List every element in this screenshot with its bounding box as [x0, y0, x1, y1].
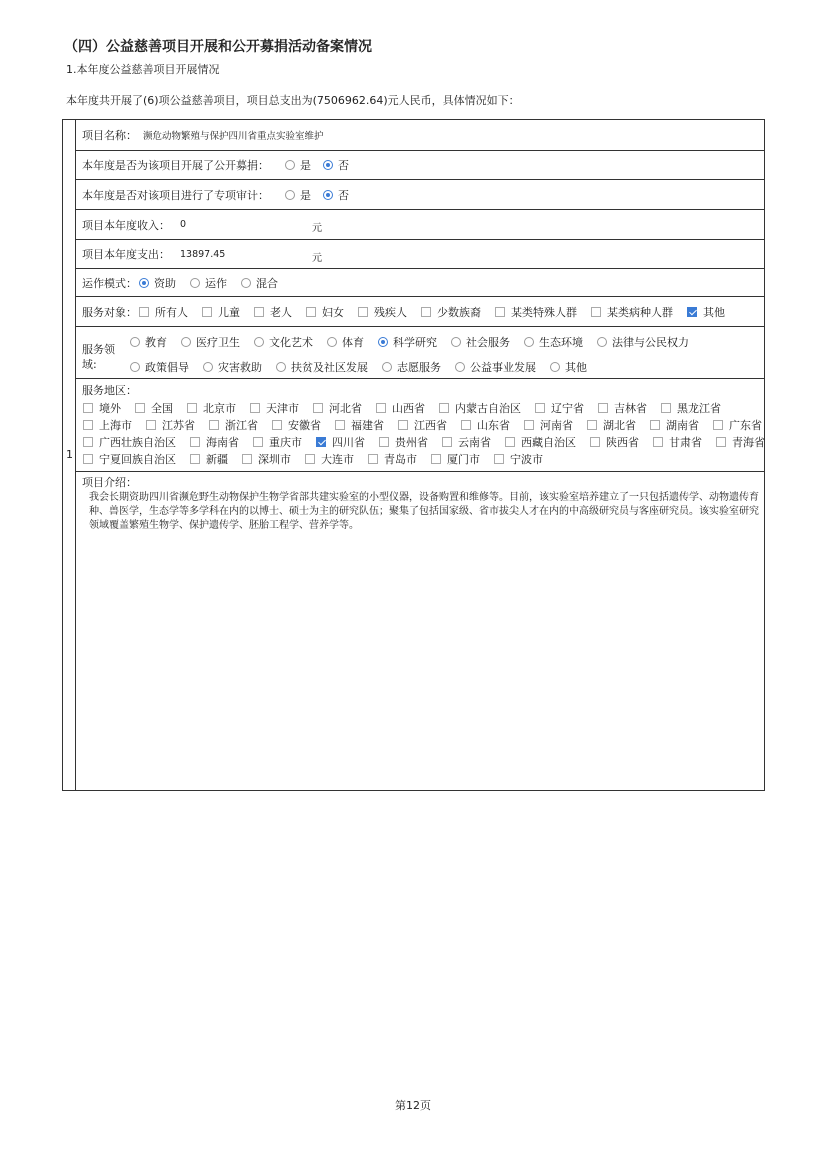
radio-option[interactable]: [382, 359, 441, 375]
checkbox-option[interactable]: [505, 434, 576, 450]
income-unit: 元: [312, 223, 322, 234]
radio-option[interactable]: [181, 334, 240, 350]
intro-label: 项目介绍：: [82, 476, 137, 489]
expense-value: 13897.45: [180, 249, 226, 260]
area-row: [83, 399, 763, 416]
option-label: 安徽省: [288, 418, 321, 432]
checkbox-option[interactable]: [598, 400, 647, 416]
option-label: 老人: [270, 305, 292, 319]
checkbox-icon[interactable]: [591, 307, 601, 317]
option-label: 科学研究: [393, 336, 437, 349]
summary-text: 本年度共开展了(6)项公益慈善项目，项目总支出为(7506962.64)元人民币，具体情况如下：: [66, 94, 520, 107]
checkbox-icon[interactable]: [661, 403, 671, 413]
public-fund-yes[interactable]: [285, 157, 311, 173]
domain-row: [76, 327, 764, 379]
checkbox-icon[interactable]: [421, 307, 431, 317]
checkbox-icon[interactable]: [242, 454, 252, 464]
target-row: [76, 297, 764, 327]
checkbox-option[interactable]: [591, 304, 673, 320]
checkbox-icon[interactable]: [358, 307, 368, 317]
option-label: 宁夏回族自治区: [99, 452, 176, 466]
checkbox-option[interactable]: [202, 304, 240, 320]
option-label: 西藏自治区: [521, 435, 576, 449]
public-fund-label: 本年度是否为该项目开展了公开募捐：: [82, 159, 269, 172]
checkbox-option[interactable]: [524, 417, 573, 433]
checkbox-option[interactable]: [421, 304, 481, 320]
option-label: 体育: [342, 336, 364, 349]
radio-icon[interactable]: [285, 190, 295, 200]
option-label: 甘肃省: [669, 435, 702, 449]
checkbox-option[interactable]: [379, 434, 428, 450]
checkbox-icon[interactable]: [379, 437, 389, 447]
checkbox-icon[interactable]: [253, 437, 263, 447]
sub-title: 1.本年度公益慈善项目开展情况: [66, 63, 220, 76]
checkbox-icon[interactable]: [587, 420, 597, 430]
option-label: 残疾人: [374, 305, 407, 319]
radio-selected-icon[interactable]: [323, 190, 333, 200]
project-name-row: [76, 120, 764, 151]
checkbox-option[interactable]: [713, 417, 762, 433]
option-label: 湖南省: [666, 418, 699, 432]
checkbox-icon[interactable]: [250, 403, 260, 413]
radio-icon[interactable]: [203, 362, 213, 372]
option-label: 江苏省: [162, 418, 195, 432]
no-label: 否: [338, 159, 349, 172]
radio-selected-icon[interactable]: [323, 160, 333, 170]
domain-label-2: 域:: [82, 358, 97, 371]
radio-icon[interactable]: [130, 362, 140, 372]
checkbox-icon[interactable]: [431, 454, 441, 464]
checkbox-icon[interactable]: [376, 403, 386, 413]
radio-option[interactable]: [130, 359, 189, 375]
option-label: 教育: [145, 336, 167, 349]
radio-icon[interactable]: [276, 362, 286, 372]
checkbox-option[interactable]: [83, 400, 121, 416]
checkbox-icon[interactable]: [139, 307, 149, 317]
checkbox-icon[interactable]: [187, 403, 197, 413]
radio-icon[interactable]: [130, 337, 140, 347]
option-label: 吉林省: [614, 401, 647, 415]
radio-option[interactable]: [378, 334, 437, 350]
income-row: [76, 210, 764, 240]
audit-row: [76, 180, 764, 210]
radio-option[interactable]: [524, 334, 583, 350]
checkbox-icon[interactable]: [524, 420, 534, 430]
radio-icon[interactable]: [285, 160, 295, 170]
checkbox-option[interactable]: [83, 451, 176, 467]
checkbox-option[interactable]: [535, 400, 584, 416]
checkbox-icon[interactable]: [590, 437, 600, 447]
checkbox-option[interactable]: [431, 451, 480, 467]
radio-icon[interactable]: [382, 362, 392, 372]
checkbox-icon[interactable]: [598, 403, 608, 413]
area-row: [83, 433, 763, 450]
option-label: 深圳市: [258, 452, 291, 466]
checkbox-option[interactable]: [358, 304, 407, 320]
checkbox-option[interactable]: [439, 400, 521, 416]
expense-label: 项目本年度支出：: [82, 248, 170, 261]
checkbox-option[interactable]: [376, 400, 425, 416]
radio-icon[interactable]: [181, 337, 191, 347]
option-label: 妇女: [322, 305, 344, 319]
checkbox-option[interactable]: [335, 417, 384, 433]
page-number: 第12页: [395, 1099, 431, 1112]
mode-label: 运作模式：: [82, 276, 137, 290]
checkbox-icon[interactable]: [494, 454, 504, 464]
option-label: 大连市: [321, 452, 354, 466]
row-index-cell: [63, 120, 76, 790]
checkbox-icon[interactable]: [190, 437, 200, 447]
radio-option[interactable]: [190, 275, 227, 291]
checkbox-checked-icon[interactable]: [316, 437, 326, 447]
domain-label-1: 服务领: [82, 343, 115, 356]
checkbox-option[interactable]: [306, 304, 344, 320]
checkbox-option[interactable]: [83, 434, 176, 450]
expense-row: [76, 240, 764, 269]
option-label: 其他: [565, 361, 587, 374]
checkbox-option[interactable]: [650, 417, 699, 433]
checkbox-option[interactable]: [209, 417, 258, 433]
project-table: [62, 119, 765, 791]
checkbox-option[interactable]: [442, 434, 491, 450]
checkbox-option[interactable]: [135, 400, 173, 416]
checkbox-option[interactable]: [250, 400, 299, 416]
radio-icon[interactable]: [327, 337, 337, 347]
option-label: 志愿服务: [397, 361, 441, 374]
option-label: 公益事业发展: [470, 361, 536, 374]
intro-text: 我会长期资助四川省濒危野生动物保护生物学省部共建实验室的小型仪器，设备购置和维修等。目前，该实验室培养建立了一只包括遗传学、动物遗传育种、兽医学，生态学等多学科在内的以博士、硕士为主的研究队伍；聚集了包括国家级、省市拔尖人才在内的中高级研究员与客座研究员。该实验室研究领域覆盖繁殖生物学、保护遗传学、胚胎工程学、营养学等。: [89, 492, 759, 531]
option-label: 社会服务: [466, 336, 510, 349]
checkbox-icon[interactable]: [190, 454, 200, 464]
checkbox-icon[interactable]: [83, 437, 93, 447]
checkbox-option[interactable]: [187, 400, 236, 416]
checkbox-icon[interactable]: [535, 403, 545, 413]
checkbox-option[interactable]: [316, 434, 365, 450]
option-label: 山西省: [392, 401, 425, 415]
option-label: 山东省: [477, 418, 510, 432]
checkbox-option[interactable]: [368, 451, 417, 467]
radio-option[interactable]: [130, 334, 167, 350]
checkbox-option[interactable]: [716, 434, 765, 450]
radio-selected-icon[interactable]: [139, 278, 149, 288]
expense-unit: 元: [312, 253, 322, 264]
checkbox-icon[interactable]: [368, 454, 378, 464]
checkbox-icon[interactable]: [202, 307, 212, 317]
audit-no[interactable]: [323, 187, 349, 203]
project-name-value: 濒危动物繁殖与保护四川省重点实验室维护: [143, 131, 324, 142]
checkbox-icon[interactable]: [83, 403, 93, 413]
option-label: 河南省: [540, 418, 573, 432]
option-label: 云南省: [458, 435, 491, 449]
checkbox-icon[interactable]: [209, 420, 219, 430]
area-label: 服务地区：: [82, 384, 137, 397]
area-intro-block: [76, 379, 764, 790]
radio-icon[interactable]: [241, 278, 251, 288]
option-label: 政策倡导: [145, 361, 189, 374]
checkbox-icon[interactable]: [146, 420, 156, 430]
radio-icon[interactable]: [455, 362, 465, 372]
option-label: 其他: [703, 305, 725, 319]
option-label: 上海市: [99, 418, 132, 432]
option-label: 宁波市: [510, 452, 543, 466]
option-label: 境外: [99, 401, 121, 415]
income-label: 项目本年度收入：: [82, 218, 170, 232]
public-fund-row: [76, 151, 764, 180]
radio-option[interactable]: [203, 359, 262, 375]
option-label: 贵州省: [395, 435, 428, 449]
checkbox-option[interactable]: [398, 417, 447, 433]
option-label: 儿童: [218, 305, 240, 319]
option-label: 混合: [256, 276, 278, 290]
checkbox-icon[interactable]: [254, 307, 264, 317]
checkbox-icon[interactable]: [442, 437, 452, 447]
radio-icon[interactable]: [451, 337, 461, 347]
option-label: 广西壮族自治区: [99, 435, 176, 449]
checkbox-option[interactable]: [687, 304, 725, 320]
option-label: 北京市: [203, 401, 236, 415]
checkbox-option[interactable]: [242, 451, 291, 467]
income-value: 0: [180, 219, 187, 230]
option-label: 青岛市: [384, 452, 417, 466]
option-label: 湖北省: [603, 418, 636, 432]
section-title: （四）公益慈善项目开展和公开募捐活动备案情况: [64, 39, 372, 55]
checkbox-icon[interactable]: [83, 420, 93, 430]
checkbox-icon[interactable]: [505, 437, 515, 447]
option-label: 四川省: [332, 435, 365, 449]
option-label: 陕西省: [606, 435, 639, 449]
checkbox-option[interactable]: [190, 434, 239, 450]
checkbox-option[interactable]: [313, 400, 362, 416]
option-label: 河北省: [329, 401, 362, 415]
checkbox-option[interactable]: [253, 434, 302, 450]
option-label: 全国: [151, 401, 173, 415]
yes-label: 是: [300, 159, 311, 172]
radio-option[interactable]: [276, 359, 368, 375]
radio-option[interactable]: [550, 359, 587, 375]
checkbox-option[interactable]: [305, 451, 354, 467]
checkbox-option[interactable]: [83, 417, 132, 433]
checkbox-icon[interactable]: [305, 454, 315, 464]
checkbox-icon[interactable]: [713, 420, 723, 430]
checkbox-icon[interactable]: [398, 420, 408, 430]
option-label: 新疆: [206, 452, 228, 466]
option-label: 黑龙江省: [677, 401, 721, 415]
checkbox-icon[interactable]: [313, 403, 323, 413]
option-label: 江西省: [414, 418, 447, 432]
checkbox-option[interactable]: [461, 417, 510, 433]
option-label: 重庆市: [269, 435, 302, 449]
option-label: 运作: [205, 276, 227, 290]
checkbox-icon[interactable]: [439, 403, 449, 413]
checkbox-option[interactable]: [653, 434, 702, 450]
option-label: 辽宁省: [551, 401, 584, 415]
area-row: [83, 416, 763, 433]
option-label: 文化艺术: [269, 336, 313, 349]
radio-icon[interactable]: [254, 337, 264, 347]
radio-option[interactable]: [241, 275, 278, 291]
checkbox-option[interactable]: [272, 417, 321, 433]
checkbox-option[interactable]: [494, 451, 543, 467]
option-label: 广东省: [729, 418, 762, 432]
radio-icon[interactable]: [550, 362, 560, 372]
option-label: 内蒙古自治区: [455, 401, 521, 415]
option-label: 天津市: [266, 401, 299, 415]
option-label: 厦门市: [447, 452, 480, 466]
checkbox-option[interactable]: [495, 304, 577, 320]
row-index: 1: [66, 448, 73, 461]
option-label: 灾害救助: [218, 361, 262, 374]
checkbox-option[interactable]: [254, 304, 292, 320]
no-label: 否: [338, 188, 349, 202]
checkbox-icon[interactable]: [83, 454, 93, 464]
option-label: 福建省: [351, 418, 384, 432]
radio-option[interactable]: [597, 334, 689, 350]
mode-row: [76, 269, 764, 297]
option-label: 资助: [154, 276, 176, 290]
checkbox-icon[interactable]: [716, 437, 726, 447]
checkbox-icon[interactable]: [306, 307, 316, 317]
checkbox-icon[interactable]: [461, 420, 471, 430]
option-label: 某类病种人群: [607, 305, 673, 319]
option-label: 少数族裔: [437, 305, 481, 319]
checkbox-icon[interactable]: [335, 420, 345, 430]
radio-option[interactable]: [455, 359, 536, 375]
checkbox-icon[interactable]: [495, 307, 505, 317]
radio-icon[interactable]: [524, 337, 534, 347]
radio-option[interactable]: [254, 334, 313, 350]
option-label: 青海省: [732, 435, 765, 449]
radio-selected-icon[interactable]: [378, 337, 388, 347]
option-label: 扶贫及社区发展: [291, 361, 368, 374]
checkbox-option[interactable]: [139, 304, 188, 320]
checkbox-option[interactable]: [146, 417, 195, 433]
checkbox-option[interactable]: [587, 417, 636, 433]
checkbox-icon[interactable]: [650, 420, 660, 430]
area-row: [83, 450, 763, 467]
checkbox-checked-icon[interactable]: [687, 307, 697, 317]
option-label: 医疗卫生: [196, 336, 240, 349]
option-label: 所有人: [155, 305, 188, 319]
public-fund-no[interactable]: [323, 157, 349, 173]
radio-option[interactable]: [451, 334, 510, 350]
audit-yes[interactable]: [285, 187, 311, 203]
radio-option[interactable]: [139, 275, 176, 291]
option-label: 某类特殊人群: [511, 305, 577, 319]
audit-label: 本年度是否对该项目进行了专项审计：: [82, 188, 269, 202]
checkbox-icon[interactable]: [135, 403, 145, 413]
option-label: 海南省: [206, 435, 239, 449]
radio-option[interactable]: [327, 334, 364, 350]
option-label: 法律与公民权力: [612, 336, 689, 349]
checkbox-option[interactable]: [590, 434, 639, 450]
option-label: 生态环境: [539, 336, 583, 349]
yes-label: 是: [300, 188, 311, 202]
checkbox-option[interactable]: [190, 451, 228, 467]
project-name-label: 项目名称：: [82, 129, 137, 142]
checkbox-option[interactable]: [661, 400, 721, 416]
radio-icon[interactable]: [190, 278, 200, 288]
checkbox-icon[interactable]: [272, 420, 282, 430]
checkbox-icon[interactable]: [653, 437, 663, 447]
option-label: 浙江省: [225, 418, 258, 432]
target-label: 服务对象：: [82, 305, 137, 319]
radio-icon[interactable]: [597, 337, 607, 347]
